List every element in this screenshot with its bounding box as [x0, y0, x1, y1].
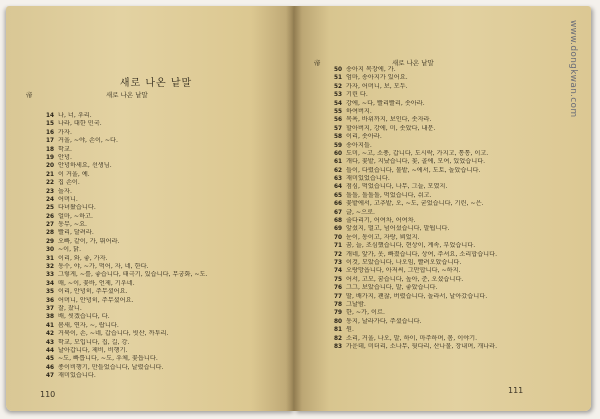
word-line: [334, 200, 576, 208]
line-text: 매, ~이, 꽃바, 언제, 기우네.: [58, 279, 135, 287]
line-text: 소리, 거울, 나오, 말, 하이, 마주하며, 몸, 이야기.: [346, 334, 478, 342]
line-text: 글, ~으로.: [346, 208, 376, 216]
line-number: 18: [46, 146, 55, 153]
line-text: 이리, 안녕히, 주무셨어요.: [58, 288, 128, 296]
line-number: 33: [46, 272, 55, 279]
word-line: [46, 330, 286, 338]
line-number: 20: [46, 163, 55, 170]
word-line: [334, 293, 576, 301]
word-line: [334, 66, 576, 74]
word-line: [334, 183, 576, 191]
line-text: 개다, 꽃밭, 지났습니다, 꽃, 골에, 모여, 있었습니다.: [346, 158, 486, 166]
word-line: [46, 188, 286, 196]
line-text: 그날밤.: [346, 300, 366, 308]
line-number: 50: [334, 67, 343, 73]
line-text: 잘, 잤니.: [58, 304, 82, 312]
line-number: 53: [334, 92, 343, 99]
word-line: [46, 196, 286, 204]
line-number: 72: [334, 251, 343, 258]
line-number: 42: [46, 331, 55, 338]
line-text: ~이, 닭.: [58, 246, 82, 254]
line-text: 안녕.: [58, 153, 72, 161]
line-text: 재미있었습니다.: [346, 175, 390, 183]
line-number: 75: [334, 276, 343, 283]
line-number: 70: [334, 234, 343, 241]
word-line: [46, 129, 286, 137]
word-line: [334, 150, 576, 158]
line-text: 기린 다.: [346, 91, 368, 99]
word-line: [46, 271, 286, 279]
word-line: [334, 217, 576, 225]
line-number: 52: [334, 83, 343, 90]
word-line: [46, 313, 286, 321]
word-line: [46, 171, 286, 179]
right-page-number: 111: [508, 386, 524, 395]
line-text: 눈이, 동이고, 자랑, 뵈었지.: [346, 233, 420, 241]
line-number: 59: [334, 142, 343, 149]
word-line: [46, 364, 286, 372]
line-text: 이 거울, 예.: [58, 170, 90, 178]
line-number: 60: [334, 150, 343, 157]
word-line: [46, 280, 286, 288]
word-line: [334, 259, 576, 267]
line-number: 44: [46, 347, 55, 354]
word-line: [46, 322, 286, 330]
word-line: [334, 225, 576, 233]
line-number: 46: [46, 364, 55, 371]
line-number: 71: [334, 243, 343, 250]
left-page: [6, 6, 294, 411]
line-text: 가자.: [58, 128, 72, 136]
line-number: 35: [46, 289, 55, 296]
line-text: 이것, 모았습니다, 나오임, 빨려오았습니다.: [346, 258, 462, 266]
word-line: [46, 179, 286, 187]
word-line: [46, 120, 286, 128]
line-text: 가자, 어머니, 보, 모두.: [346, 82, 408, 90]
line-number: 56: [334, 117, 343, 124]
line-number: 24: [46, 196, 55, 203]
line-number: 63: [334, 176, 343, 183]
line-text: 종이비행기, 만들었습니다, 날렸습니다.: [58, 363, 164, 371]
line-number: 23: [46, 188, 55, 195]
line-text: 오빠, 같이, 가, 뛰어라.: [58, 237, 120, 245]
word-line: [334, 108, 576, 116]
word-line: [334, 276, 576, 284]
line-number: 57: [334, 125, 343, 132]
line-number: 73: [334, 259, 343, 266]
line-text: 어서, 고모, 꿈습니다, 높아, 준, 오셨습니다.: [346, 275, 464, 283]
line-text: 이리, 솟아라.: [346, 133, 382, 141]
word-line: [334, 326, 576, 334]
line-number: 17: [46, 138, 55, 145]
left-running-head: 새로 나온 낱말: [106, 91, 148, 99]
line-number: 83: [334, 343, 343, 350]
word-line: [334, 242, 576, 250]
left-running-mark: 帝: [26, 91, 33, 99]
line-text: 거북이, 손, ~네, 갑습니다, 빗산, 까투리.: [58, 330, 169, 338]
word-line: [46, 229, 286, 237]
line-text: 그그, 보았습니다, 말, 좋았습니다.: [346, 284, 438, 292]
line-text: 강에, ~다, 빨리빨리, 솟아라.: [346, 99, 425, 107]
word-line: [46, 204, 286, 212]
line-number: 27: [46, 222, 55, 229]
line-text: 들이, 다렸습니다, 물밭, ~에서, 도토, 놀았습니다.: [346, 166, 481, 174]
line-number: 29: [46, 238, 55, 245]
line-text: 어머니, 안녕히, 주무셨어요.: [58, 296, 134, 304]
word-line: [334, 83, 576, 91]
line-text: 하여버지.: [346, 107, 372, 115]
line-text: 원.: [346, 326, 354, 334]
word-line: [46, 372, 286, 380]
line-text: 그렇게, ~를, 좋습니다, 태극기, 있습니다, 무궁화, ~도.: [58, 271, 208, 279]
line-text: 개네, 앞가, 옷, 빠졌습니다, 상여, 주셔요, 소리합습니다.: [346, 250, 498, 258]
word-line: [334, 267, 576, 275]
word-line: [46, 297, 286, 305]
line-text: 꽃밭에서, 고추밭, 오, ~도, 굳었습니다, 기린, ~은.: [346, 200, 484, 208]
line-text: 꿈, 늘, 조심했습니다, 현상이, 계속, 부었습니다.: [346, 242, 476, 250]
line-number: 55: [334, 108, 343, 115]
word-line: [46, 238, 286, 246]
word-line: [334, 335, 576, 343]
line-text: 돌돌, 돌돌돌, 먹었습니다, 쉬고.: [346, 191, 432, 199]
line-number: 64: [334, 184, 343, 191]
word-line: [46, 137, 286, 145]
line-number: 77: [334, 293, 343, 300]
line-text: 앞섰지, 멀고, 넘어섰습니다, 말됩니다.: [346, 225, 450, 233]
line-number: 65: [334, 192, 343, 199]
line-number: 76: [334, 285, 343, 292]
word-line: [334, 125, 576, 133]
line-text: 엄마, 송아지가 있어요.: [346, 74, 408, 82]
right-running-mark: 帝: [314, 59, 321, 67]
line-number: 32: [46, 264, 55, 271]
line-text: 송아지 목장에, 가.: [346, 66, 396, 73]
word-line: [46, 263, 286, 271]
line-text: ~도, 빠릅니다, ~도, 우체, 꽃듭니다.: [58, 355, 158, 363]
word-line: [46, 355, 286, 363]
line-text: 동무, ~요.: [58, 221, 88, 229]
line-text: 날아갑니다, 제비, 비행기.: [58, 346, 128, 354]
line-text: 놀자.: [58, 187, 72, 195]
word-line: [334, 175, 576, 183]
line-number: 54: [334, 100, 343, 107]
page-heading: 새로 나온 낱말: [119, 78, 193, 89]
word-line: [46, 221, 286, 229]
line-number: 34: [46, 280, 55, 287]
line-number: 31: [46, 255, 55, 262]
line-number: 21: [46, 171, 55, 178]
word-line: [334, 301, 576, 309]
book-gutter: [286, 6, 302, 411]
word-line: [334, 234, 576, 242]
line-number: 78: [334, 301, 343, 308]
line-text: 학교, 모입니다, 집, 길, 강.: [58, 338, 130, 346]
line-text: 한, ~가, 이르.: [346, 309, 385, 317]
line-text: 봄새, 연자, ~, 랍니다.: [58, 321, 119, 329]
line-text: 나, 너, 우리.: [58, 112, 92, 119]
line-text: 목욕, 바위까지, 보인다, 솟자라.: [346, 116, 432, 124]
line-number: 15: [46, 121, 55, 128]
line-number: 58: [334, 134, 343, 141]
word-line: [46, 162, 286, 170]
line-number: 74: [334, 268, 343, 275]
word-line: [334, 91, 576, 99]
line-number: 14: [46, 113, 55, 119]
word-line: [334, 284, 576, 292]
line-text: 할아버지, 강에, 미, 솟았다, 내문.: [346, 124, 436, 132]
word-line: [46, 112, 286, 120]
right-running-head: 새로 나온 낱말: [392, 59, 434, 67]
word-line: [334, 318, 576, 326]
line-number: 41: [46, 322, 55, 329]
line-number: 82: [334, 335, 343, 342]
word-line: [46, 213, 286, 221]
line-number: 69: [334, 226, 343, 233]
line-number: 62: [334, 167, 343, 174]
word-line: [46, 246, 286, 254]
line-text: 재미있습니다.: [58, 372, 96, 380]
line-number: 37: [46, 305, 55, 312]
line-number: 67: [334, 209, 343, 216]
word-line: [334, 74, 576, 82]
line-number: 30: [46, 247, 55, 254]
line-number: 80: [334, 318, 343, 325]
line-text: 빨리, 달려라.: [58, 229, 94, 237]
line-number: 51: [334, 75, 343, 82]
line-text: 어머니.: [58, 195, 78, 203]
line-number: 81: [334, 327, 343, 334]
line-number: 25: [46, 205, 55, 212]
word-line: [334, 158, 576, 166]
line-text: 나라, 대한 민국.: [58, 120, 102, 128]
word-line: [334, 142, 576, 150]
left-word-list: [46, 112, 286, 381]
word-line: [334, 192, 576, 200]
line-number: 38: [46, 314, 55, 321]
word-line: [46, 146, 286, 154]
line-text: 송아지들.: [346, 141, 372, 149]
line-text: 얼마, ~하고.: [58, 212, 93, 220]
line-number: 26: [46, 213, 55, 220]
word-line: [334, 100, 576, 108]
line-number: 19: [46, 154, 55, 161]
line-text: 점심, 먹었습니다, 나무, 그늘, 모였지.: [346, 183, 448, 191]
line-number: 22: [46, 180, 55, 187]
right-word-list: [334, 66, 576, 351]
right-page: [294, 6, 591, 411]
word-line: [334, 167, 576, 175]
watermark-text: www.dongkwan.com: [568, 20, 578, 118]
line-number: 36: [46, 297, 55, 304]
watermark: [566, 20, 580, 170]
line-text: 다녀왔습니다.: [58, 204, 96, 212]
line-number: 16: [46, 129, 55, 136]
word-line: [334, 133, 576, 141]
word-line: [334, 309, 576, 317]
line-number: 43: [46, 339, 55, 346]
line-text: 학교.: [58, 145, 72, 153]
word-line: [46, 305, 286, 313]
line-number: 47: [46, 373, 55, 380]
word-line: [46, 339, 286, 347]
word-line: [46, 288, 286, 296]
line-number: 61: [334, 159, 343, 166]
line-text: 가운데, 미더리, 소나무, 뒷다리, 산나물, 장내며, 개나라.: [346, 342, 498, 350]
line-number: 79: [334, 310, 343, 317]
line-text: 도미, ~고, 소풍, 갑니다, 도시락, 가지고, 통통, 이고.: [346, 149, 489, 157]
line-number: 66: [334, 201, 343, 208]
line-text: 거울, ~야, 손이, ~다.: [58, 137, 118, 145]
word-line: [334, 343, 576, 351]
left-page-number: 110: [40, 390, 56, 399]
word-line: [334, 251, 576, 259]
word-line: [334, 209, 576, 217]
line-text: 줄다리기, 어여차, 어여차.: [346, 217, 416, 225]
word-line: [46, 347, 286, 355]
line-number: 45: [46, 356, 55, 363]
word-line: [334, 116, 576, 124]
line-text: 이리, 와, 좋, 가자.: [58, 254, 108, 262]
line-text: 배, 씻겠습니다, 다.: [58, 313, 110, 321]
line-number: 68: [334, 218, 343, 225]
line-text: 집 손이.: [58, 179, 80, 187]
line-text: 오랑망읍니다, 아저씨, 그만합니다, ~하지.: [346, 267, 461, 275]
line-text: 동수, 야, ~가, 먹어, 자, 네, 한다.: [58, 263, 149, 271]
word-line: [46, 154, 286, 162]
line-text: 딸, 배가지, 괜찮, 버렸습니다, 놀라서, 날아갔습니다.: [346, 292, 488, 300]
line-text: 동지, 날라가다, 주셨습니다.: [346, 317, 422, 325]
line-text: 안녕하세요, 선생님.: [58, 162, 112, 170]
line-number: 28: [46, 230, 55, 237]
word-line: [46, 255, 286, 263]
